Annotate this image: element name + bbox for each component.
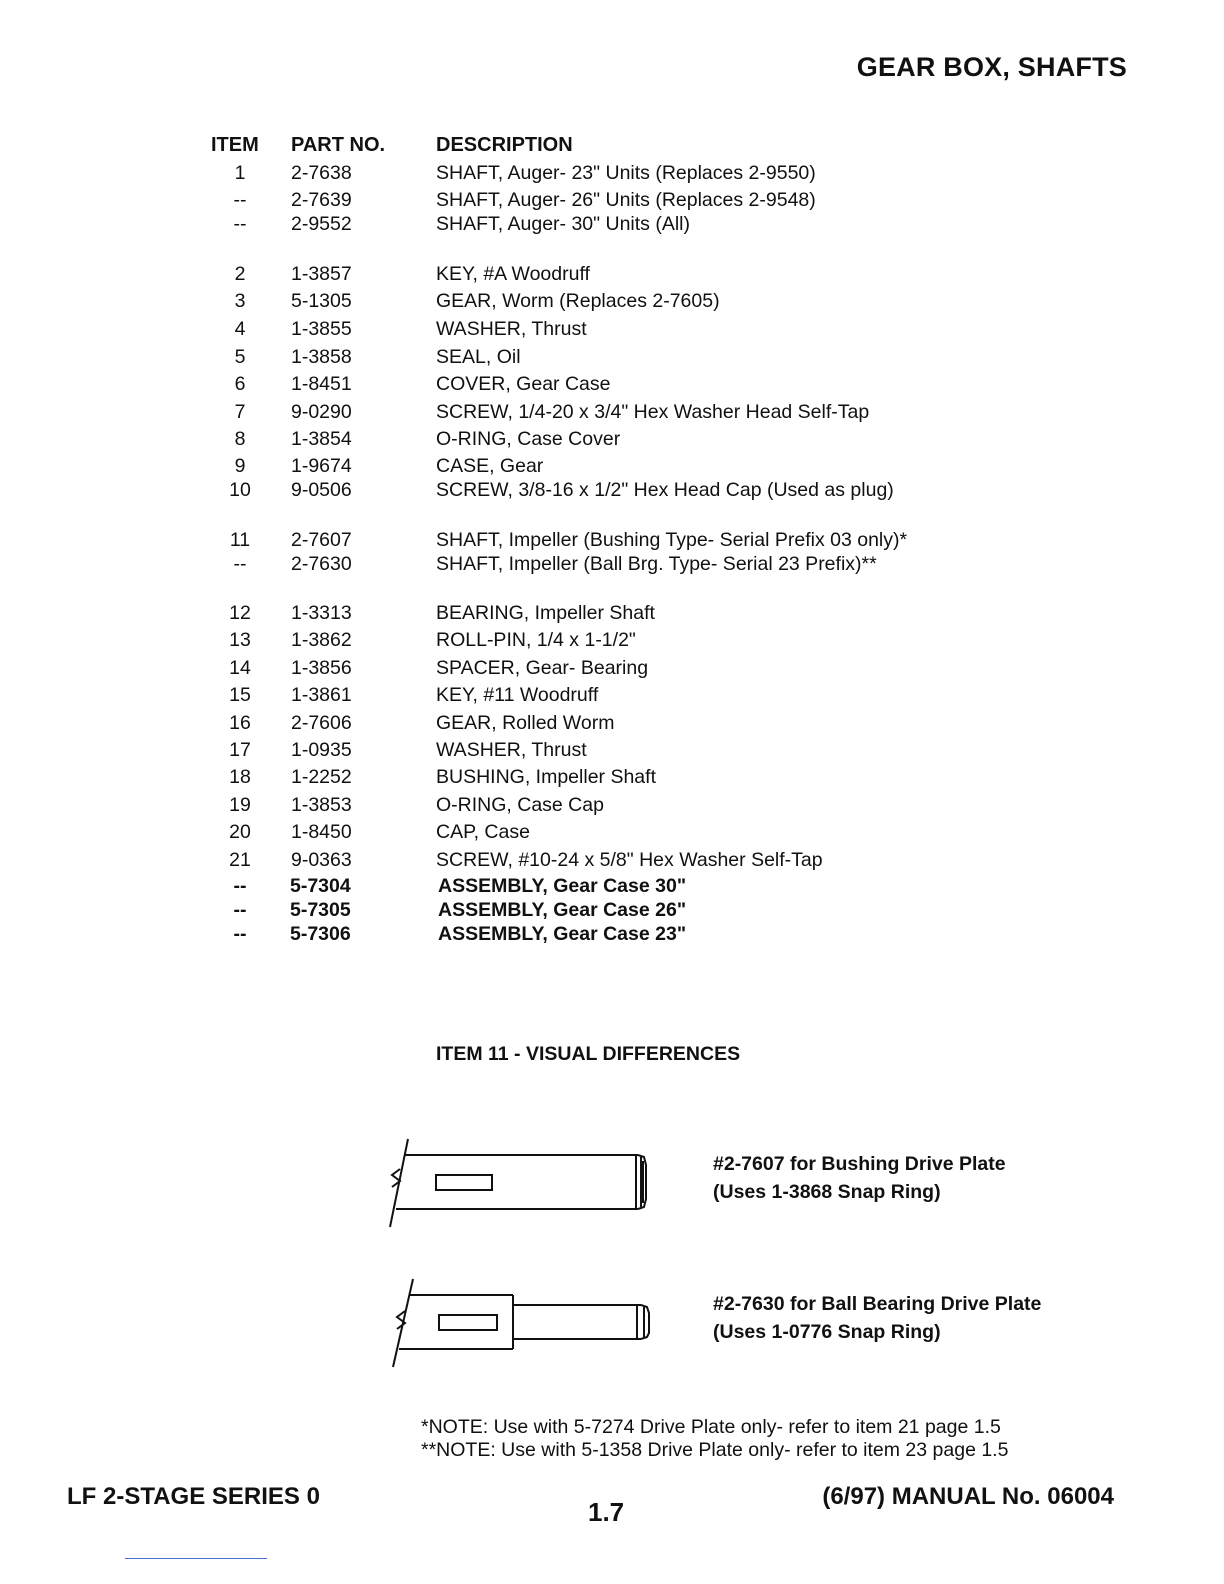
part-number: 5-7305 bbox=[290, 899, 351, 921]
bushing-shaft-drawing bbox=[380, 1135, 660, 1230]
part-number: 1-3313 bbox=[291, 602, 352, 624]
table-row bbox=[0, 921, 1224, 947]
table-row bbox=[0, 847, 1224, 873]
item-number: -- bbox=[233, 923, 247, 945]
table-row bbox=[0, 737, 1224, 763]
table-row bbox=[0, 792, 1224, 818]
part-number: 1-3854 bbox=[291, 428, 352, 450]
part-number: 2-7630 bbox=[291, 553, 352, 575]
part-number: 1-3861 bbox=[291, 684, 352, 706]
part-number: 1-3856 bbox=[291, 657, 352, 679]
item-number: 17 bbox=[229, 739, 251, 761]
part-description: BEARING, Impeller Shaft bbox=[436, 602, 655, 624]
shaft1-caption-line2: (Uses 1-3868 Snap Ring) bbox=[713, 1181, 941, 1203]
table-row bbox=[0, 160, 1224, 186]
visual-differences-title: ITEM 11 - VISUAL DIFFERENCES bbox=[436, 1043, 741, 1065]
shaft2-caption bbox=[713, 1290, 1041, 1346]
table-row bbox=[0, 600, 1224, 626]
table-row bbox=[0, 764, 1224, 790]
shaft2-caption-line1: #2-7630 for Ball Bearing Drive Plate bbox=[713, 1293, 1042, 1315]
part-description: GEAR, Worm (Replaces 2-7605) bbox=[436, 290, 720, 312]
shaft1-caption bbox=[713, 1150, 1006, 1206]
item-number: -- bbox=[233, 553, 247, 575]
part-number: 2-7639 bbox=[291, 189, 352, 211]
item-number: 3 bbox=[234, 290, 246, 312]
table-row bbox=[0, 527, 1224, 553]
note-1: *NOTE: Use with 5-7274 Drive Plate only- refer to item 21 page 1.5 bbox=[421, 1416, 1001, 1438]
table-row bbox=[0, 261, 1224, 287]
part-description: O-RING, Case Cap bbox=[436, 794, 604, 816]
part-description: SHAFT, Auger- 30" Units (All) bbox=[436, 213, 690, 235]
table-row bbox=[0, 873, 1224, 899]
part-description: WASHER, Thrust bbox=[436, 739, 587, 761]
notes bbox=[421, 1416, 1008, 1462]
part-number: 1-8451 bbox=[291, 373, 352, 395]
part-description: SHAFT, Impeller (Ball Brg. Type- Serial 23 Prefix)** bbox=[436, 553, 877, 575]
part-description: KEY, #A Woodruff bbox=[436, 263, 590, 285]
part-description: KEY, #11 Woodruff bbox=[436, 684, 599, 706]
table-row bbox=[0, 710, 1224, 736]
shaft2-caption-line2: (Uses 1-0776 Snap Ring) bbox=[713, 1321, 941, 1343]
part-number: 2-7638 bbox=[291, 162, 352, 184]
part-description: COVER, Gear Case bbox=[436, 373, 611, 395]
table-row bbox=[0, 316, 1224, 342]
table-row bbox=[0, 897, 1224, 923]
table-row bbox=[0, 682, 1224, 708]
table-row bbox=[0, 426, 1224, 452]
table-row bbox=[0, 819, 1224, 845]
col-header-description: DESCRIPTION bbox=[436, 134, 573, 156]
part-number: 1-3858 bbox=[291, 346, 352, 368]
ball-bearing-shaft-drawing bbox=[385, 1275, 665, 1370]
item-number: 8 bbox=[234, 428, 246, 450]
item-number: 16 bbox=[229, 712, 251, 734]
part-description: CAP, Case bbox=[436, 821, 530, 843]
part-number: 1-8450 bbox=[291, 821, 352, 843]
part-description: WASHER, Thrust bbox=[436, 318, 587, 340]
divider bbox=[125, 1558, 267, 1559]
item-number: 11 bbox=[229, 529, 251, 551]
item-number: 5 bbox=[234, 346, 246, 368]
part-number: 2-9552 bbox=[291, 213, 352, 235]
table-row bbox=[0, 399, 1224, 425]
item-number: -- bbox=[233, 899, 247, 921]
part-number: 9-0506 bbox=[291, 479, 352, 501]
part-description: ASSEMBLY, Gear Case 26" bbox=[438, 899, 687, 921]
part-description: SHAFT, Auger- 26" Units (Replaces 2-9548) bbox=[436, 189, 816, 211]
col-header-part: PART NO. bbox=[291, 134, 386, 156]
part-number: 1-3857 bbox=[291, 263, 352, 285]
table-row bbox=[0, 453, 1224, 479]
item-number: 4 bbox=[234, 318, 246, 340]
table-row bbox=[0, 627, 1224, 653]
part-description: SCREW, 3/8-16 x 1/2" Hex Head Cap (Used as plug) bbox=[436, 479, 894, 501]
item-number: -- bbox=[233, 213, 247, 235]
part-description: CASE, Gear bbox=[436, 455, 544, 477]
part-description: SPACER, Gear- Bearing bbox=[436, 657, 649, 679]
part-number: 5-1305 bbox=[291, 290, 352, 312]
footer-page-number: 1.7 bbox=[588, 1497, 625, 1527]
page-title: GEAR BOX, SHAFTS bbox=[856, 52, 1127, 82]
shaft1-caption-line1: #2-7607 for Bushing Drive Plate bbox=[713, 1153, 1006, 1175]
item-number: 7 bbox=[234, 401, 246, 423]
item-number: 14 bbox=[229, 657, 251, 679]
table-row bbox=[0, 344, 1224, 370]
item-number: 18 bbox=[229, 766, 251, 788]
item-number: 15 bbox=[229, 684, 251, 706]
table-row bbox=[0, 288, 1224, 314]
part-description: BUSHING, Impeller Shaft bbox=[436, 766, 656, 788]
item-number: 10 bbox=[229, 479, 251, 501]
part-description: SEAL, Oil bbox=[436, 346, 521, 368]
item-number: 13 bbox=[229, 629, 251, 651]
part-number: 1-2252 bbox=[291, 766, 352, 788]
part-description: SHAFT, Auger- 23" Units (Replaces 2-9550) bbox=[436, 162, 816, 184]
part-description: ASSEMBLY, Gear Case 23" bbox=[438, 923, 687, 945]
col-header-item: ITEM bbox=[211, 134, 259, 156]
table-row bbox=[0, 551, 1224, 577]
part-description: ROLL-PIN, 1/4 x 1-1/2" bbox=[436, 629, 636, 651]
item-number: 1 bbox=[234, 162, 246, 184]
item-number: 12 bbox=[229, 602, 251, 624]
table-row bbox=[0, 371, 1224, 397]
footer-manual-number: (6/97) MANUAL No. 06004 bbox=[822, 1483, 1114, 1510]
table-row bbox=[0, 187, 1224, 213]
part-description: SHAFT, Impeller (Bushing Type- Serial Prefix 03 only)* bbox=[436, 529, 908, 551]
part-number: 1-3853 bbox=[291, 794, 352, 816]
part-description: GEAR, Rolled Worm bbox=[436, 712, 615, 734]
table-row bbox=[0, 655, 1224, 681]
part-number: 1-3862 bbox=[291, 629, 352, 651]
table-row bbox=[0, 477, 1224, 503]
item-number: 21 bbox=[229, 849, 251, 871]
part-description: ASSEMBLY, Gear Case 30" bbox=[438, 875, 687, 897]
item-number: 9 bbox=[234, 455, 246, 477]
part-number: 2-7607 bbox=[291, 529, 352, 551]
item-number: 2 bbox=[234, 263, 246, 285]
part-number: 9-0290 bbox=[291, 401, 352, 423]
item-number: 6 bbox=[234, 373, 246, 395]
part-number: 2-7606 bbox=[291, 712, 352, 734]
part-number: 1-3855 bbox=[291, 318, 352, 340]
part-number: 1-0935 bbox=[291, 739, 352, 761]
part-description: SCREW, #10-24 x 5/8" Hex Washer Self-Tap bbox=[436, 849, 823, 871]
item-number: -- bbox=[233, 875, 247, 897]
part-number: 1-9674 bbox=[291, 455, 352, 477]
part-number: 5-7306 bbox=[290, 923, 351, 945]
part-description: O-RING, Case Cover bbox=[436, 428, 621, 450]
item-number: 19 bbox=[229, 794, 251, 816]
item-number: -- bbox=[233, 189, 247, 211]
part-number: 5-7304 bbox=[290, 875, 351, 897]
footer-series: LF 2-STAGE SERIES 0 bbox=[67, 1483, 320, 1510]
table-row bbox=[0, 211, 1224, 237]
part-number: 9-0363 bbox=[291, 849, 352, 871]
note-2: **NOTE: Use with 5-1358 Drive Plate only- refer to item 23 page 1.5 bbox=[421, 1439, 1009, 1461]
part-description: SCREW, 1/4-20 x 3/4" Hex Washer Head Self-Tap bbox=[436, 401, 870, 423]
item-number: 20 bbox=[229, 821, 251, 843]
